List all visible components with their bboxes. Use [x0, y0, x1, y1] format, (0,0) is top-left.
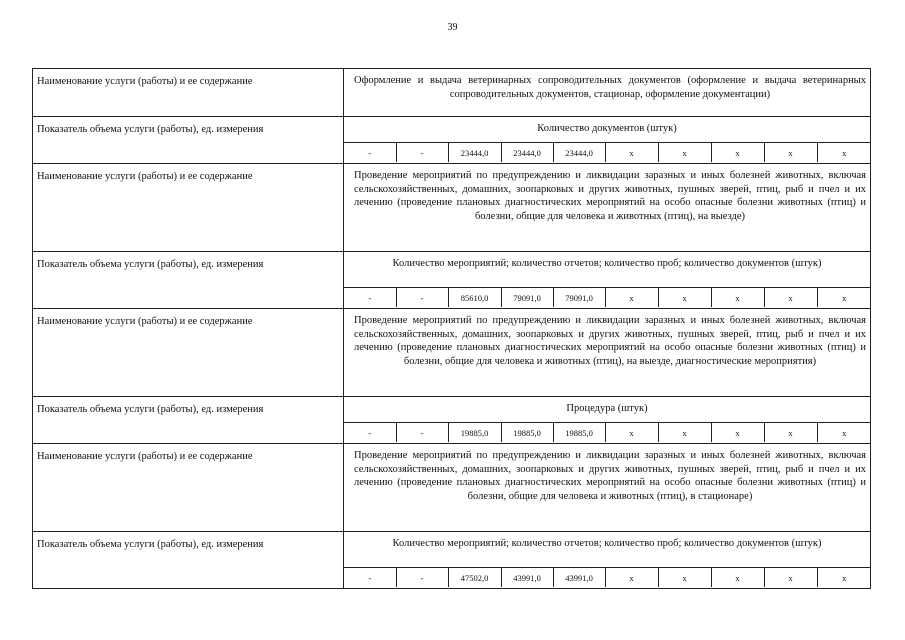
value-cell: x	[658, 423, 711, 442]
value-cell: -	[368, 147, 372, 158]
value-cell: 85610,0	[448, 288, 501, 307]
value-cell: x	[764, 288, 817, 307]
values-grid	[344, 568, 871, 587]
value-cell: x	[711, 288, 764, 307]
values-cell	[344, 423, 871, 444]
volume-indicator-row	[33, 117, 871, 143]
value-cell: 43991,0	[553, 568, 605, 587]
value-cell: x	[764, 423, 817, 442]
service-name-row	[33, 444, 871, 532]
values-grid	[344, 423, 871, 442]
value-cell: x	[658, 143, 711, 162]
value-cell: x	[817, 423, 871, 442]
value-cell: 79091,0	[501, 288, 553, 307]
value-cell: x	[764, 568, 817, 587]
service-name-text: Проведение мероприятий по предупреждению и ликвидации заразных и иных болезней животных, включая сельскохозяйственных, домашних, зоопарковых и других животных, пушных зверей, птиц, рыб и пчел и их лечению (проведение плановых диагностических мероприятий на особо опасные болезни животных (птиц) и болезни, общие для человека и животных (птиц), на выезде, диагностические мероприятия)	[344, 309, 871, 397]
value-cell: x	[711, 423, 764, 442]
value-cell: x	[817, 143, 871, 162]
value-cell: -	[396, 568, 448, 587]
values-grid	[344, 288, 871, 307]
volume-indicator-label: Показатель объема услуги (работы), ед. измерения	[33, 532, 344, 589]
volume-indicator-label: Показатель объема услуги (работы), ед. измерения	[33, 117, 344, 164]
value-cell: x	[711, 568, 764, 587]
value-cell: 79091,0	[553, 288, 605, 307]
service-name-label: Наименование услуги (работы) и ее содержание	[33, 164, 344, 252]
value-cell: x	[605, 568, 658, 587]
value-cell: 19885,0	[501, 423, 553, 442]
service-name-label: Наименование услуги (работы) и ее содержание	[33, 444, 344, 532]
volume-indicator-unit: Количество мероприятий; количество отчетов; количество проб; количество документов (штук)	[344, 532, 871, 568]
service-name-text: Оформление и выдача ветеринарных сопроводительных документов (оформление и выдача ветеринарных сопроводительных документов, стационар, оформление документации)	[344, 69, 871, 117]
value-cell: -	[368, 572, 372, 583]
value-cell: x	[817, 288, 871, 307]
volume-indicator-row	[33, 532, 871, 568]
volume-indicator-row	[33, 397, 871, 423]
service-name-row	[33, 309, 871, 397]
page-number: 39	[447, 22, 458, 33]
value-cell: x	[817, 568, 871, 587]
value-cell: x	[605, 288, 658, 307]
service-name-row	[33, 69, 871, 117]
service-name-row	[33, 164, 871, 252]
value-cell: -	[396, 143, 448, 162]
value-cell: x	[764, 143, 817, 162]
volume-indicator-unit: Количество мероприятий; количество отчетов; количество проб; количество документов (штук)	[344, 252, 871, 288]
volume-indicator-label: Показатель объема услуги (работы), ед. измерения	[33, 252, 344, 309]
service-name-text: Проведение мероприятий по предупреждению и ликвидации заразных и иных болезней животных, включая сельскохозяйственных, домашних, зоопарковых и других животных, пушных зверей, птиц, рыб и пчел и их лечению (проведение плановых диагностических мероприятий на особо опасные болезни животных (птиц) и болезни, общие для человека и животных (птиц), на выезде)	[344, 164, 871, 252]
volume-indicator-unit: Количество документов (штук)	[344, 117, 871, 143]
service-name-label: Наименование услуги (работы) и ее содержание	[33, 69, 344, 117]
value-cell: 23444,0	[448, 143, 501, 162]
value-cell: x	[711, 143, 764, 162]
value-cell: 23444,0	[553, 143, 605, 162]
value-cell: -	[396, 423, 448, 442]
volume-indicator-unit: Процедура (штук)	[344, 397, 871, 423]
service-name-text: Проведение мероприятий по предупреждению и ликвидации заразных и иных болезней животных, включая сельскохозяйственных, домашних, зоопарковых и других животных, пушных зверей, птиц, рыб и пчел и их лечению (проведение плановых диагностических мероприятий на особо опасные болезни животных (птиц) и болезни, общие для человека и животных (птиц), в стационаре)	[344, 444, 871, 532]
volume-indicator-row	[33, 252, 871, 288]
value-cell: 19885,0	[448, 423, 501, 442]
value-cell: x	[605, 143, 658, 162]
values-cell	[344, 143, 871, 164]
value-cell: -	[396, 288, 448, 307]
values-grid	[344, 143, 871, 162]
value-cell: -	[368, 292, 372, 303]
value-cell: -	[368, 427, 372, 438]
value-cell: x	[605, 423, 658, 442]
value-cell: 23444,0	[501, 143, 553, 162]
services-table	[32, 68, 871, 589]
service-name-label: Наименование услуги (работы) и ее содержание	[33, 309, 344, 397]
values-cell	[344, 288, 871, 309]
value-cell: x	[658, 568, 711, 587]
value-cell: 43991,0	[501, 568, 553, 587]
value-cell: 19885,0	[553, 423, 605, 442]
value-cell: x	[658, 288, 711, 307]
value-cell: 47502,0	[448, 568, 501, 587]
volume-indicator-label: Показатель объема услуги (работы), ед. измерения	[33, 397, 344, 444]
values-cell	[344, 568, 871, 589]
